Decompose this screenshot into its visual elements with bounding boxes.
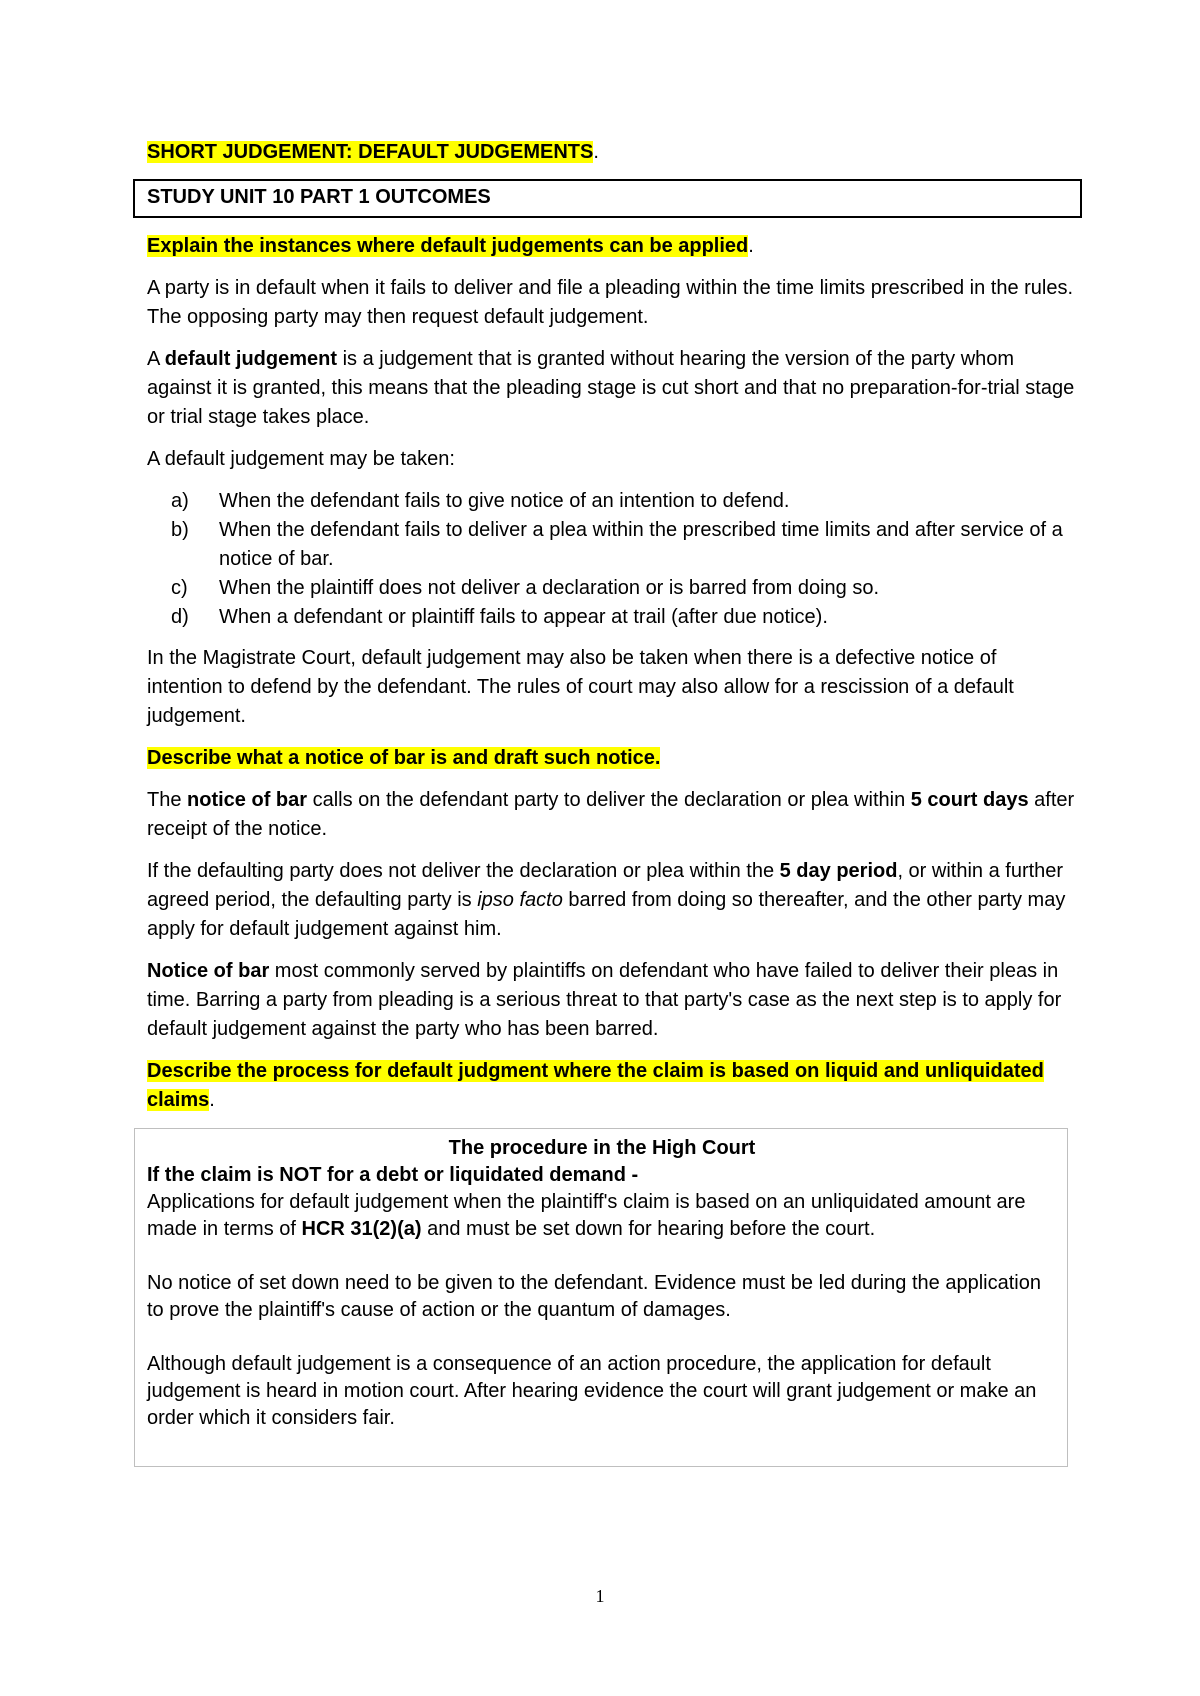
- title-suffix: .: [593, 141, 599, 163]
- s2p1-bold1: notice of bar: [187, 789, 308, 811]
- list-marker: a): [171, 490, 189, 512]
- list-text: When the plaintiff does not deliver a declaration or is barred from doing so.: [219, 577, 879, 599]
- section3-heading-text: Describe the process for default judgment where the claim is based on liquid and unliquidated claims: [147, 1060, 1044, 1111]
- procedure-subtitle: If the claim is NOT for a debt or liquidated demand -: [147, 1164, 639, 1186]
- section1-heading-text: Explain the instances where default judgements can be applied: [147, 235, 749, 257]
- default-judgement-list: [147, 487, 1076, 632]
- proc-p1-pre: Applications for default judgement when the plaintiff's claim is based on an unliquidated amount are made in terms of: [147, 1191, 1026, 1240]
- list-text: When the defendant fails to deliver a plea within the prescribed time limits and after service of a notice of bar.: [219, 519, 1063, 570]
- page-number: 1: [595, 1586, 605, 1606]
- section2-heading-text: Describe what a notice of bar is and draft such notice.: [147, 747, 661, 769]
- s2p1-bold2: 5 court days: [910, 789, 1029, 811]
- s2p2-post: barred from doing so thereafter, and the other party may apply for default judgement against him.: [147, 889, 1066, 940]
- s2p2-italic: ipso facto: [477, 889, 563, 911]
- s2p1-mid: calls on the defendant party to deliver the declaration or plea within: [307, 789, 911, 811]
- section2-paragraph-1: [147, 786, 1076, 844]
- list-marker: c): [171, 577, 188, 599]
- list-item: [171, 574, 1076, 603]
- p2-bold: default judgement: [164, 348, 338, 370]
- section3-heading: [147, 1057, 1076, 1115]
- section3-heading-suffix: .: [209, 1089, 215, 1111]
- procedure-paragraph-2: No notice of set down need to be given to the defendant. Evidence must be led during the application to prove the plaintiff's cause of action or the quantum of damages.: [147, 1272, 1041, 1321]
- list-item: [171, 603, 1076, 632]
- procedure-paragraph-3: Although default judgement is a consequence of an action procedure, the application for default judgement is heard in motion court. After hearing evidence the court will grant judgement or make an order which it considers fair.: [147, 1353, 1037, 1429]
- section2-paragraph-2: [147, 857, 1076, 944]
- proc-p1-bold: HCR 31(2)(a): [301, 1218, 422, 1240]
- procedure-paragraph-1: [147, 1189, 1057, 1243]
- section1-paragraph-3: A default judgement may be taken:: [147, 448, 455, 470]
- s2p2-bold: 5 day period: [779, 860, 898, 882]
- list-text: When a defendant or plaintiff fails to appear at trail (after due notice).: [219, 606, 828, 628]
- s2p3-bold: Notice of bar: [147, 960, 270, 982]
- procedure-title: The procedure in the High Court: [448, 1137, 756, 1159]
- list-marker: d): [171, 606, 189, 628]
- section1-heading-suffix: .: [748, 235, 754, 257]
- p2-post: is a judgement that is granted without hearing the version of the party whom against it is granted, this means that the pleading stage is cut short and that no preparation-for-trial stage or trial stage takes place.: [147, 348, 1075, 428]
- s2p2-pre: If the defaulting party does not deliver the declaration or plea within the: [147, 860, 780, 882]
- s2p3-post: most commonly served by plaintiffs on defendant who have failed to deliver their pleas in time. Barring a party from pleading is a serious threat to that party's case as the next step is to apply for default judgement against the party who has been barred.: [147, 960, 1062, 1040]
- s2p1-post: after receipt of the notice.: [147, 789, 1075, 840]
- list-item: [171, 487, 1076, 516]
- section2-heading: [147, 744, 1076, 773]
- high-court-procedure-box: [134, 1128, 1068, 1467]
- s2p2-mid: , or within a further agreed period, the defaulting party is: [147, 860, 1064, 911]
- list-marker: b): [171, 519, 189, 541]
- section1-paragraph-1: A party is in default when it fails to deliver and file a pleading within the time limits prescribed in the rules. The opposing party may then request default judgement.: [147, 277, 1074, 328]
- section1-heading: [147, 232, 1076, 261]
- section2-paragraph-3: [147, 957, 1076, 1044]
- list-text: When the defendant fails to give notice of an intention to defend.: [219, 490, 790, 512]
- section1-paragraph-2: [147, 345, 1076, 432]
- document-title: [147, 140, 1076, 164]
- p2-pre: A: [147, 348, 165, 370]
- proc-p1-post: and must be set down for hearing before the court.: [421, 1218, 876, 1240]
- study-unit-box: STUDY UNIT 10 PART 1 OUTCOMES: [133, 179, 1082, 218]
- section1-paragraph-4: In the Magistrate Court, default judgement may also be taken when there is a defective notice of intention to defend by the defendant. The rules of court may also allow for a rescission of a default judgement.: [147, 647, 1014, 727]
- list-item: [171, 516, 1076, 574]
- s2p1-pre: The: [147, 789, 188, 811]
- title-text: SHORT JUDGEMENT: DEFAULT JUDGEMENTS: [147, 141, 594, 163]
